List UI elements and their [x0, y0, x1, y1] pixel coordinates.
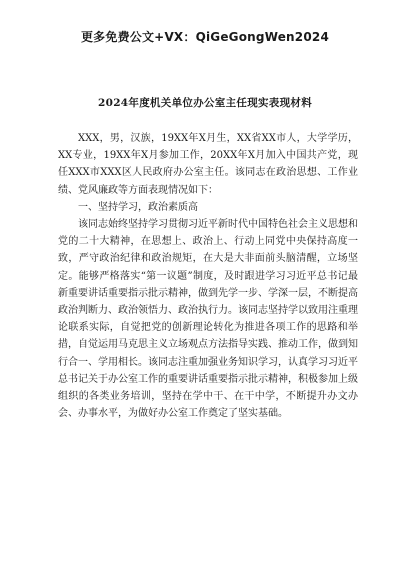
section-paragraph-1: 该同志始终坚持学习贯彻习近平新时代中国特色社会主义思想和党的二十大精神，在思想上、政治上、行动上同党中央保持高度一致，严守政治纪律和政治规矩，在大是大非面前头脑清醒，立场坚定。能够严格落实“第一议题”制度，及时跟进学习习近平总书记最新重要讲话重要指示批示精神，做到先学一步、学深一层，不断提高政治判断力、政治领悟力、政治执行力。该同志坚持学以致用注重理论联系实际，自觉把党的创新理论转化为推进各项工作的思路和举措，自觉运用马克思主义立场观点方法指导实践、推动工作，做到知行合一、学用相长。该同志注重加强业务知识学习，认真学习习近平总书记关于办公室工作的重要讲话重要指示批示精神，积极参加上级组织的各类业务培训，坚持在学中干、在干中学，不断提升办文办会、办事水平，为做好办公室工作奠定了坚实基础。	[58, 219, 358, 420]
document-body	[58, 130, 358, 422]
document-title: 2024年度机关单位办公室主任现实表现材料	[97, 97, 313, 109]
section-heading-1: 一、坚持学习，政治素质高	[78, 201, 198, 213]
promo-header: 更多免费公文+VX：QiGeGongWen2024	[80, 30, 329, 44]
intro-paragraph: XXX，男，汉族，19XX年X月生，XX省XX市人，大学学历，XX专业，19XX年X月参加工作，20XX年X月加入中国共产党，现任XXX市XXX区人民政府办公室主任。该同志在政治思想、工作业绩、党风廉政等方面表现情况如下：	[58, 133, 358, 196]
